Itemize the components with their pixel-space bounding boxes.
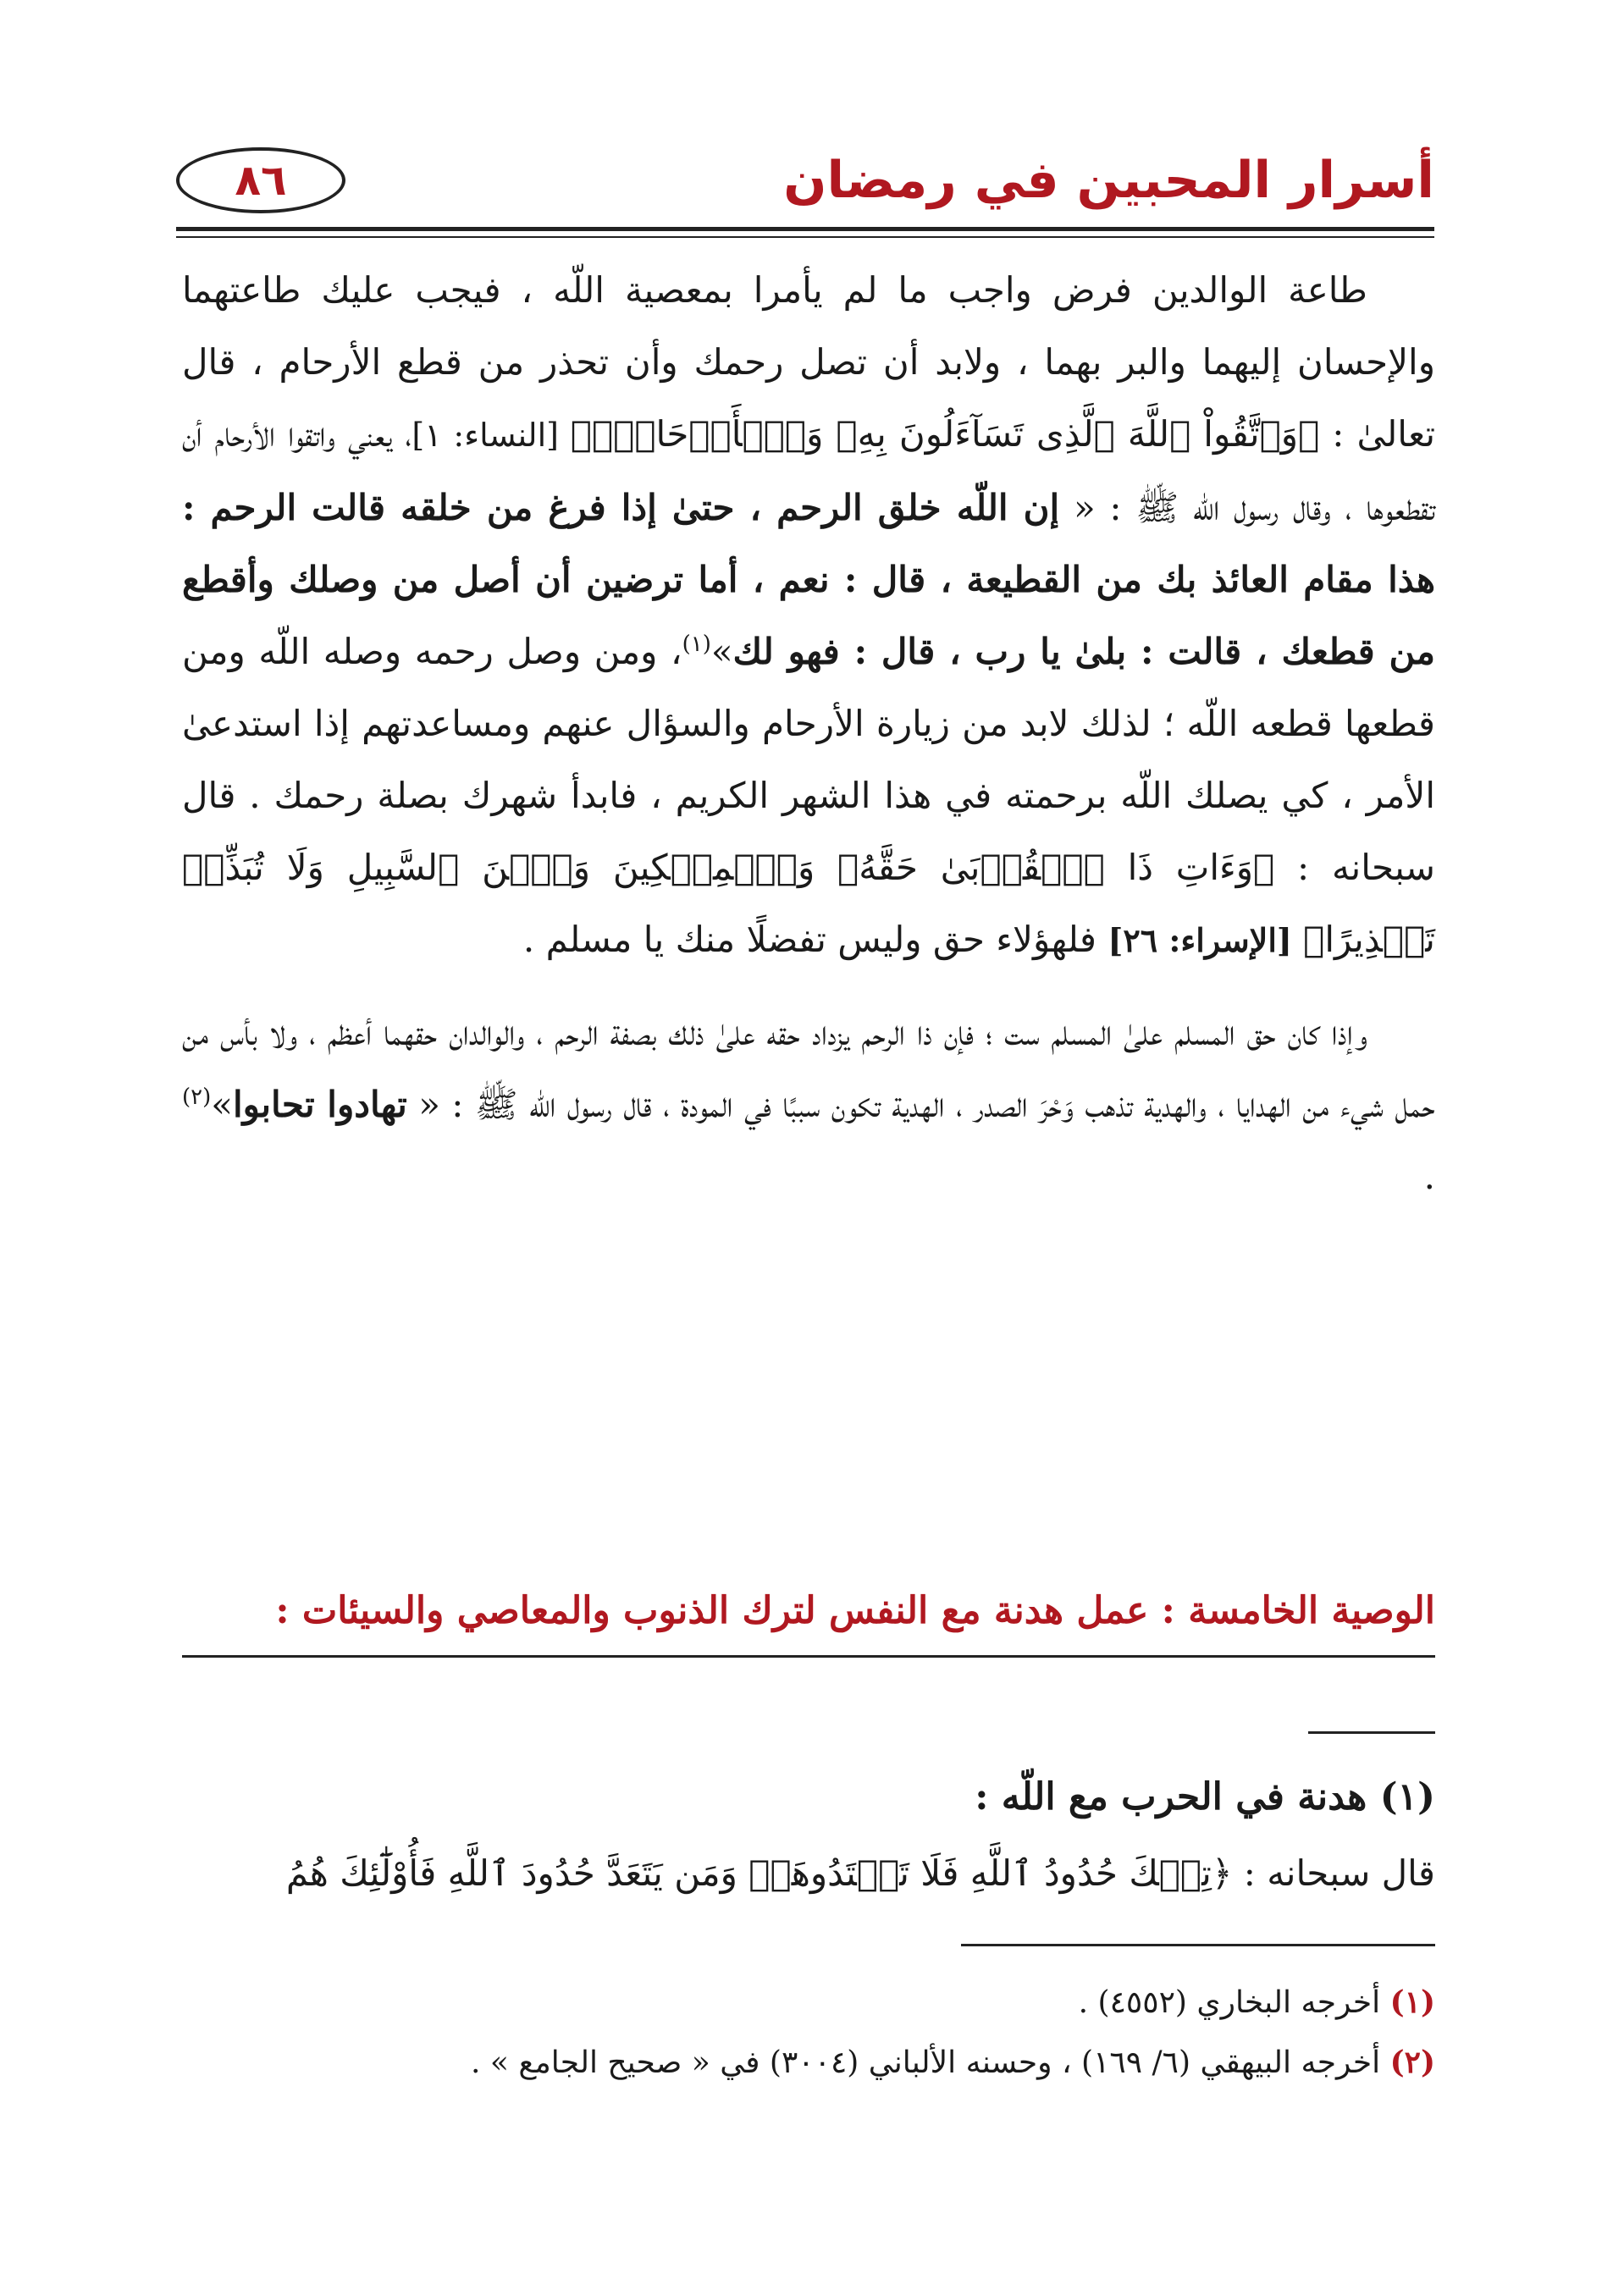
header-divider [176,227,1434,231]
verse-reference: [الإسراء: ٢٦] [1108,921,1304,959]
quran-verse: ﴿وَٱتَّقُواْ ٱللَّهَ ٱلَّذِى تَسَآءَلُونَ بِهِۦ وَٱلۡأَرۡحَامَۚ﴾ [570,413,1320,455]
footnote-marker[interactable]: (١) [682,632,711,657]
page-number: ٨٦ [235,156,287,205]
footnote-divider [961,1944,1435,1946]
verse-reference: [النساء: ١] [412,417,571,454]
header-divider-thin [176,236,1434,238]
footnote [182,2033,1435,2093]
text-run: . [1423,1156,1435,1197]
subheading: (١) هدنة في الحرب مع اللّه : [975,1775,1435,1819]
paragraph-2 [182,996,1435,1212]
footnote-number: (٢) [1389,2045,1435,2080]
paragraph-1 [182,254,1435,976]
page-header [176,142,1434,235]
footnote [182,1973,1435,2033]
quran-verse: ﴿وَءَاتِ ذَا ٱلۡقُرۡبَىٰ حَقَّهُۥ وَٱلۡمِسۡكِينَ وَٱبۡنَ ٱلسَّبِيلِ وَلَا تُبَذِّرۡ تَبۡذِيرًا﴾ [182,847,1435,960]
footnote-marker[interactable]: (٢) [182,1085,212,1110]
paragraph-3 [182,1837,1435,1910]
footnote-number: (١) [1389,1984,1435,2020]
heading-underline [182,1655,1435,1658]
text-run: وإذا كان حق المسلم علىٰ المسلم ست ؛ فإن ذا الرحم يزداد حقه علىٰ ذلك بصفة الرحم ، والوالدان حقهما أعظم ، ولا بأس من حمل شيء من الهدايا ، والهدية تذهب وَحْرَ الصدر ، الهدية تكون سببًا في المودة ، قال رسول اللّه ﷺ : « [182,1012,1436,1125]
hadith-text: إن اللّه خلق الرحم ، حتىٰ إذا فرغ من خلقه قالت الرحم : هذا مقام العائذ بك من القطيعة ، قال : نعم ، أما ترضين أن أصل من وصلك وأقطع من قطعك ، قالت : بلىٰ يا رب ، قال : فهو لك [182,487,1436,672]
main-text [182,254,1435,1212]
hadith-text: تهادوا تحابوا [232,1084,407,1125]
text-run: ، ومن وصل رحمه وصله اللّه ومن قطعها قطعه اللّه ؛ لذلك لابد من زيارة الأرحام والسؤال عنهم ومساعدتهم إذا استدعىٰ الأمر ، كي يصلك اللّه برحمته في هذا الشهر الكريم ، فابدأ شهرك بصلة رحمك . قال سبحانه : [182,631,1435,888]
page-number-oval [176,147,345,213]
section-heading: الوصية الخامسة : عمل هدنة مع النفس لترك الذنوب والمعاصي والسيئات : [275,1589,1435,1632]
text-run: ، يعني واتقوا الأرحام أن تقطعوها ، وقال رسول اللّه ﷺ : « [182,413,1436,528]
footnote-text: أخرجه البيهقي (٦/ ١٦٩) ، وحسنه الألباني (٣٠٠٤) في « صحيح الجامع » . [471,2045,1390,2080]
text-run: طاعة الوالدين فرض واجب ما لم يأمرا بمعصية اللّه ، فيجب عليك طاعتهما والإحسان إليهما والبر بهما ، ولابد أن تصل رحمك وأن تحذر من قطع الأرحام ، قال تعالىٰ : [182,269,1436,455]
book-title: أسرار المحبين في رمضان [783,151,1434,210]
text-run: » [211,1084,233,1125]
text-run: » [710,631,733,672]
quran-verse: ﴿تِلۡكَ حُدُودُ ٱللَّهِ فَلَا تَعۡتَدُوهَاۚ وَمَن يَتَعَدَّ حُدُودَ ٱللَّهِ فَأُوْلَٰٓئِكَ هُمُ [285,1852,1233,1894]
heading-underline [1308,1731,1435,1734]
text-run: فلهؤلاء حق وليس تفضلًا منك يا مسلم . [522,919,1108,960]
text-run: قال سبحانه : [1232,1852,1435,1894]
footnote-text: أخرجه البخاري (٤٥٥٢) . [1078,1985,1390,2020]
footnotes [182,1973,1435,2093]
